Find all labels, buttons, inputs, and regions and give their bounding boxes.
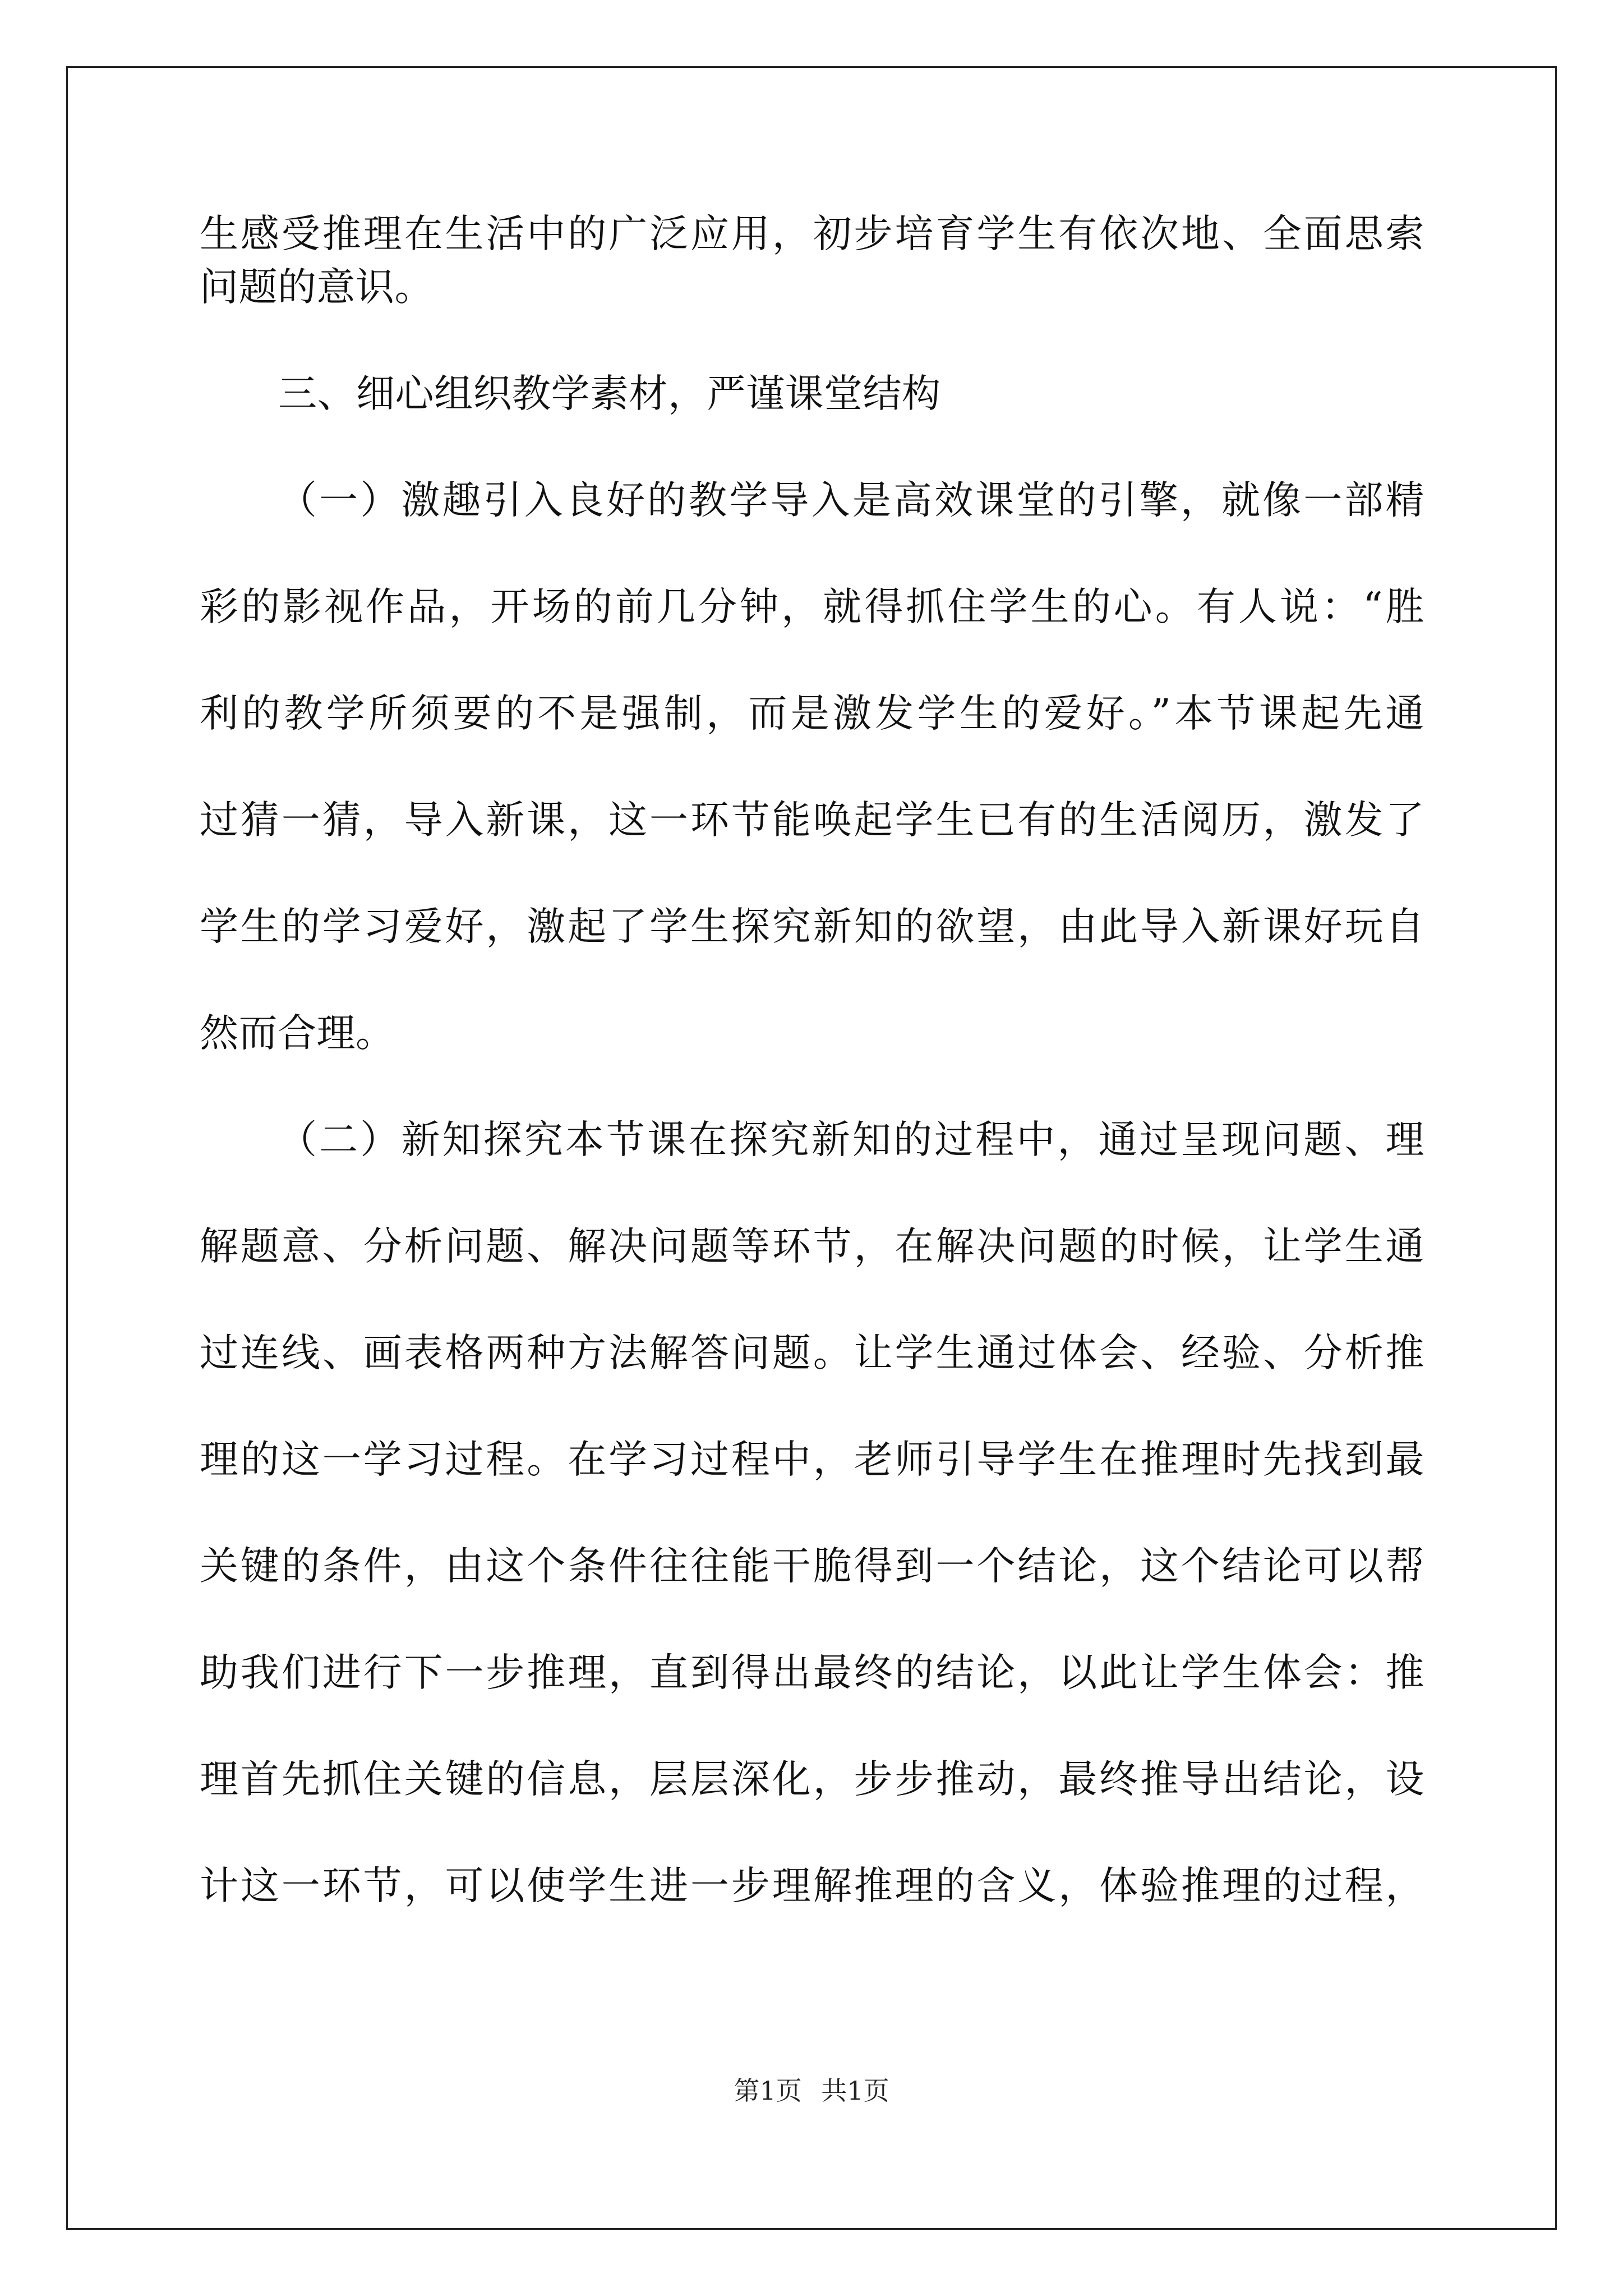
- paragraph-spacer: [200, 314, 1424, 367]
- paragraph-line: 学生的学习爱好，激起了学生探究新知的欲望，由此导入新课好玩自: [200, 904, 1424, 949]
- paragraph-line: 过猜一猜，导入新课，这一环节能唤起学生已有的生活阅历，激发了: [200, 798, 1424, 843]
- line-spacer: [200, 954, 1424, 1007]
- paragraph-line: 理首先抓住关键的信息，层层深化，步步推动，最终推导出结论，设: [200, 1757, 1424, 1802]
- line-spacer: [200, 1487, 1424, 1540]
- paragraph-line: 彩的影视作品，开场的前几分钟，就得抓住学生的心。有人说：“胜: [200, 585, 1424, 629]
- line-spacer: [200, 1593, 1424, 1646]
- paragraph-line: 过连线、画表格两种方法解答问题。让学生通过体会、经验、分析推: [200, 1331, 1424, 1375]
- line-spacer: [200, 1700, 1424, 1753]
- line-spacer: [200, 1380, 1424, 1433]
- paragraph-spacer: [200, 421, 1424, 474]
- page-footer: 第1页 共1页: [734, 2076, 889, 2106]
- paragraph-line: 问题的意识。: [200, 265, 434, 310]
- paragraph-line: 计这一环节，可以使学生进一步理解推理的含义，体验推理的过程，: [200, 1864, 1424, 1908]
- line-spacer: [200, 634, 1424, 687]
- paragraph-line: 生感受推理在生活中的广泛应用，初步培育学生有依次地、全面思索: [200, 211, 1424, 256]
- paragraph-line: 然而合理。: [200, 1011, 395, 1056]
- paragraph-line: 助我们进行下一步推理，直到得出最终的结论，以此让学生体会：推: [200, 1650, 1424, 1695]
- paragraph-spacer: [200, 1060, 1424, 1114]
- paragraph-line: （一）激趣引入良好的教学导入是高效课堂的引擎，就像一部精: [278, 478, 1424, 523]
- paragraph-line: 理的这一学习过程。在学习过程中，老师引导学生在推理时先找到最: [200, 1437, 1424, 1482]
- section-heading: 三、细心组织教学素材，严谨课堂结构: [278, 371, 941, 416]
- line-spacer: [200, 1273, 1424, 1327]
- document-body: [200, 208, 1424, 1913]
- line-spacer: [200, 527, 1424, 581]
- paragraph-line: 解题意、分析问题、解决问题等环节，在解决问题的时候，让学生通: [200, 1224, 1424, 1269]
- paragraph-line: 关键的条件，由这个条件往往能干脆得到一个结论，这个结论可以帮: [200, 1544, 1424, 1589]
- line-spacer: [200, 1167, 1424, 1220]
- line-spacer: [200, 847, 1424, 900]
- line-spacer: [200, 1806, 1424, 1860]
- line-spacer: [200, 740, 1424, 794]
- paragraph-line: （二）新知探究本节课在探究新知的过程中，通过呈现问题、理: [278, 1117, 1424, 1162]
- paragraph-line: 利的教学所须要的不是强制，而是激发学生的爱好。”本节课起先通: [200, 691, 1424, 736]
